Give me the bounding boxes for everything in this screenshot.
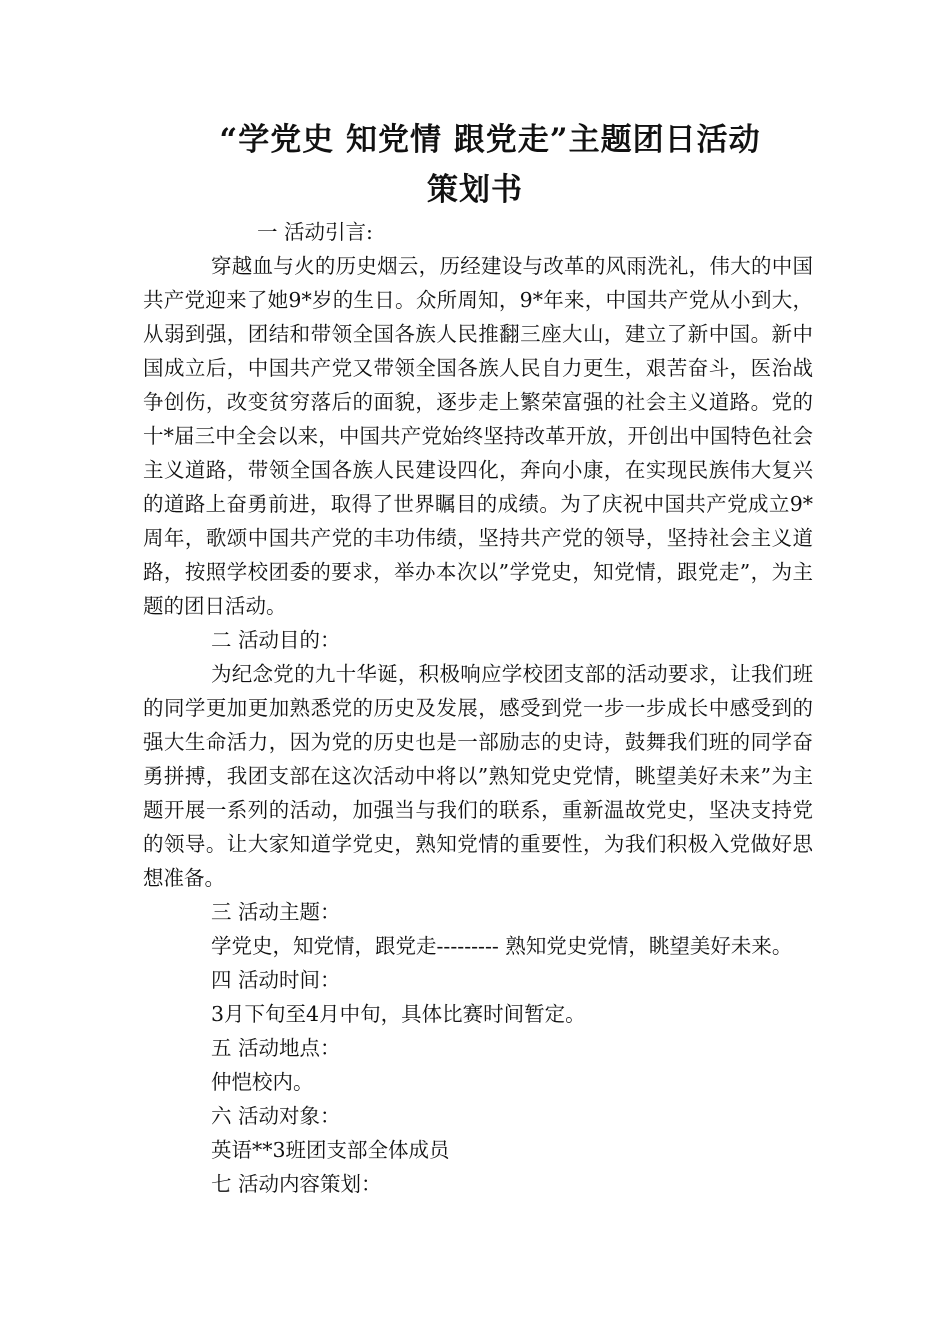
section-heading-location: 五 活动地点： [211,1036,341,1060]
document-title: “学党史 知党情 跟党走”主题团日活动 [219,122,761,158]
section-heading-intro: 一 活动引言: [257,220,373,244]
section-content-participants: 英语**3班团支部全体成员 [211,1138,450,1162]
section-content-intro: 穿越血与火的历史烟云，历经建设与改革的风雨洗礼，伟大的中国共产党迎来了她9*岁的生日。众所周知，9*年来，中国共产党从小到大，从弱到强，团结和带领全国各族人民推翻三座大山，建立了新中国。新中国成立后，中国共产党又带领全国各族人民自力更生，艰苦奋斗，医治战争创伤，改变贫穷落后的面貌，逐步走上繁荣富强的社会主义道路。党的十*届三中全会以来，中国共产党始终坚持改革开放，开创出中国特色社会主义道路，带领全国各族人民建设四化，奔向小康，在实现民族伟大复兴的道路上奋勇前进，取得了世界瞩目的成绩。为了庆祝中国共产党成立9*周年，歌颂中国共产党的丰功伟绩，坚持共产党的领导，坚持社会主义道路，按照学校团委的要求，举办本次以”学党史，知党情，跟党走”，为主题的团日活动。 [143,254,813,618]
document-subtitle: 策划书 [427,172,523,208]
section-content-time: 3月下旬至4月中旬，具体比赛时间暂定。 [211,1002,586,1026]
section-content-location: 仲恺校内。 [211,1070,314,1094]
section-heading-theme: 三 活动主题： [211,900,341,924]
document-body [143,215,813,1201]
section-heading-plan: 七 活动内容策划： [211,1172,382,1196]
section-heading-purpose: 二 活动目的： [211,628,341,652]
section-heading-participants: 六 活动对象： [211,1104,341,1128]
section-heading-time: 四 活动时间： [211,968,341,992]
section-content-theme: 学党史，知党情，跟党走--------- 熟知党史党情，眺望美好未来。 [211,934,793,958]
section-content-purpose: 为纪念党的九十华诞，积极响应学校团支部的活动要求，让我们班的同学更加更加熟悉党的历史及发展，感受到党一步一步成长中感受到的强大生命活力，因为党的历史也是一部励志的史诗，鼓舞我们班的同学奋勇拼搏，我团支部在这次活动中将以”熟知党史党情，眺望美好未来”为主题开展一系列的活动，加强当与我们的联系，重新温故党史，坚决支持党的领导。让大家知道学党史，熟知党情的重要性，为我们积极入党做好思想准备。 [143,662,813,890]
